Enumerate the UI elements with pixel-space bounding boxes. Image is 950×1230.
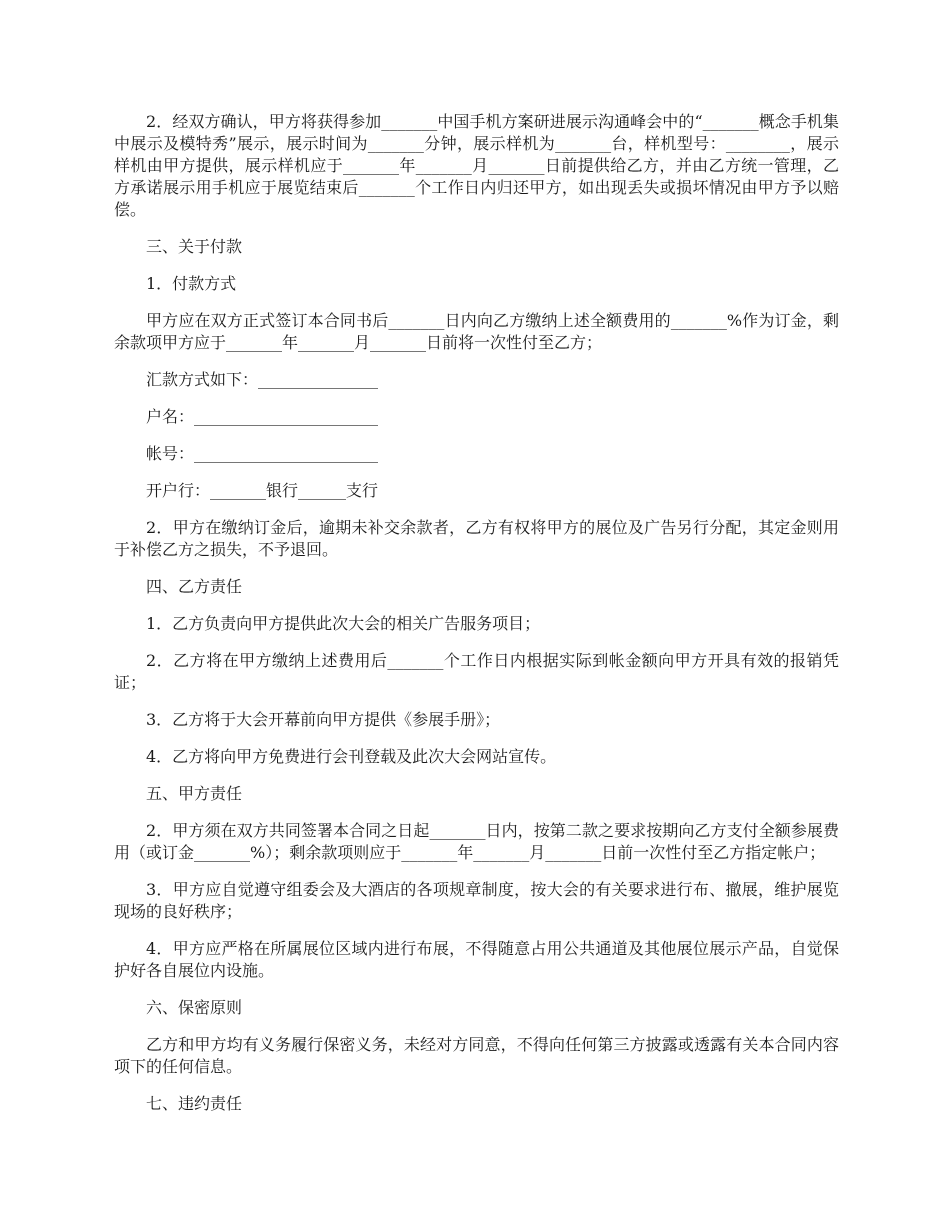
section-heading-payment: 三、关于付款 <box>146 237 243 256</box>
remittance-method: 汇款方式如下：_______________ <box>146 370 379 389</box>
account-number: 帐号：_______________________ <box>146 444 379 463</box>
clause-a-2: 2．甲方须在双方共同签署本合同之日起_______日内，按第二款之要求按期向乙方支付全额参展费用（或订金_______%）；剩余款项则应于_______年_______月_______日前一次性付至乙方指定帐户； <box>114 821 839 862</box>
clause-b-2: 2．乙方将在甲方缴纳上述费用后_______个工作日内根据实际到帐金额向甲方开具有效的报销凭证； <box>114 651 839 692</box>
clause-b-3: 3．乙方将于大会开幕前向甲方提供《参展手册》； <box>146 710 501 729</box>
account-name: 户名：_______________________ <box>146 407 379 426</box>
section-heading-party-b: 四、乙方责任 <box>146 577 243 596</box>
clause-b-1: 1．乙方负责向甲方提供此次大会的相关广告服务项目； <box>146 614 541 633</box>
subheading-payment-method: 1．付款方式 <box>146 274 237 293</box>
document-body <box>114 111 839 1130</box>
section-heading-liability: 七、违约责任 <box>146 1094 243 1113</box>
bank-branch: 开户行：_______银行______支行 <box>146 481 379 500</box>
clause-a-3: 3．甲方应自觉遵守组委会及大酒店的各项规章制度，按大会的有关要求进行布、撤展，维护展览现场的良好秩序； <box>114 880 839 921</box>
clause-a-4: 4．甲方应严格在所属展位区域内进行布展，不得随意占用公共通道及其他展位展示产品，自觉保护好各自展位内设施。 <box>114 939 839 980</box>
clause-deposit: 甲方应在双方正式签订本合同书后_______日内向乙方缴纳上述全额费用的_______%作为订金，剩余款项甲方应于_______年_______月_______日前将一次性付至乙方； <box>114 311 839 352</box>
clause-confidentiality: 乙方和甲方均有义务履行保密义务，未经对方同意，不得向任何第三方披露或透露有关本合同内容项下的任何信息。 <box>114 1035 839 1076</box>
section-heading-party-a: 五、甲方责任 <box>146 784 243 803</box>
clause-b-4: 4．乙方将向甲方免费进行会刊登载及此次大会网站宣传。 <box>146 747 557 766</box>
clause-exhibit-display: 2．经双方确认，甲方将获得参加_______中国手机方案研进展示沟通峰会中的“_______概念手机集中展示及模特秀”展示，展示时间为_______分钟，展示样机为_______台，样机型号：________，展示样机由甲方提供，展示样机应于_______年_______月_______日前提供给乙方，并由乙方统一管理，乙方承诺展示用手机应于展览结束后_______个工作日内归还甲方，如出现丢失或损坏情况由甲方予以赔偿。 <box>114 112 839 219</box>
clause-late-payment: 2．甲方在缴纳订金后，逾期未补交余款者，乙方有权将甲方的展位及广告另行分配，其定金则用于补偿乙方之损失，不予退回。 <box>114 518 839 559</box>
section-heading-confidentiality: 六、保密原则 <box>146 998 243 1017</box>
